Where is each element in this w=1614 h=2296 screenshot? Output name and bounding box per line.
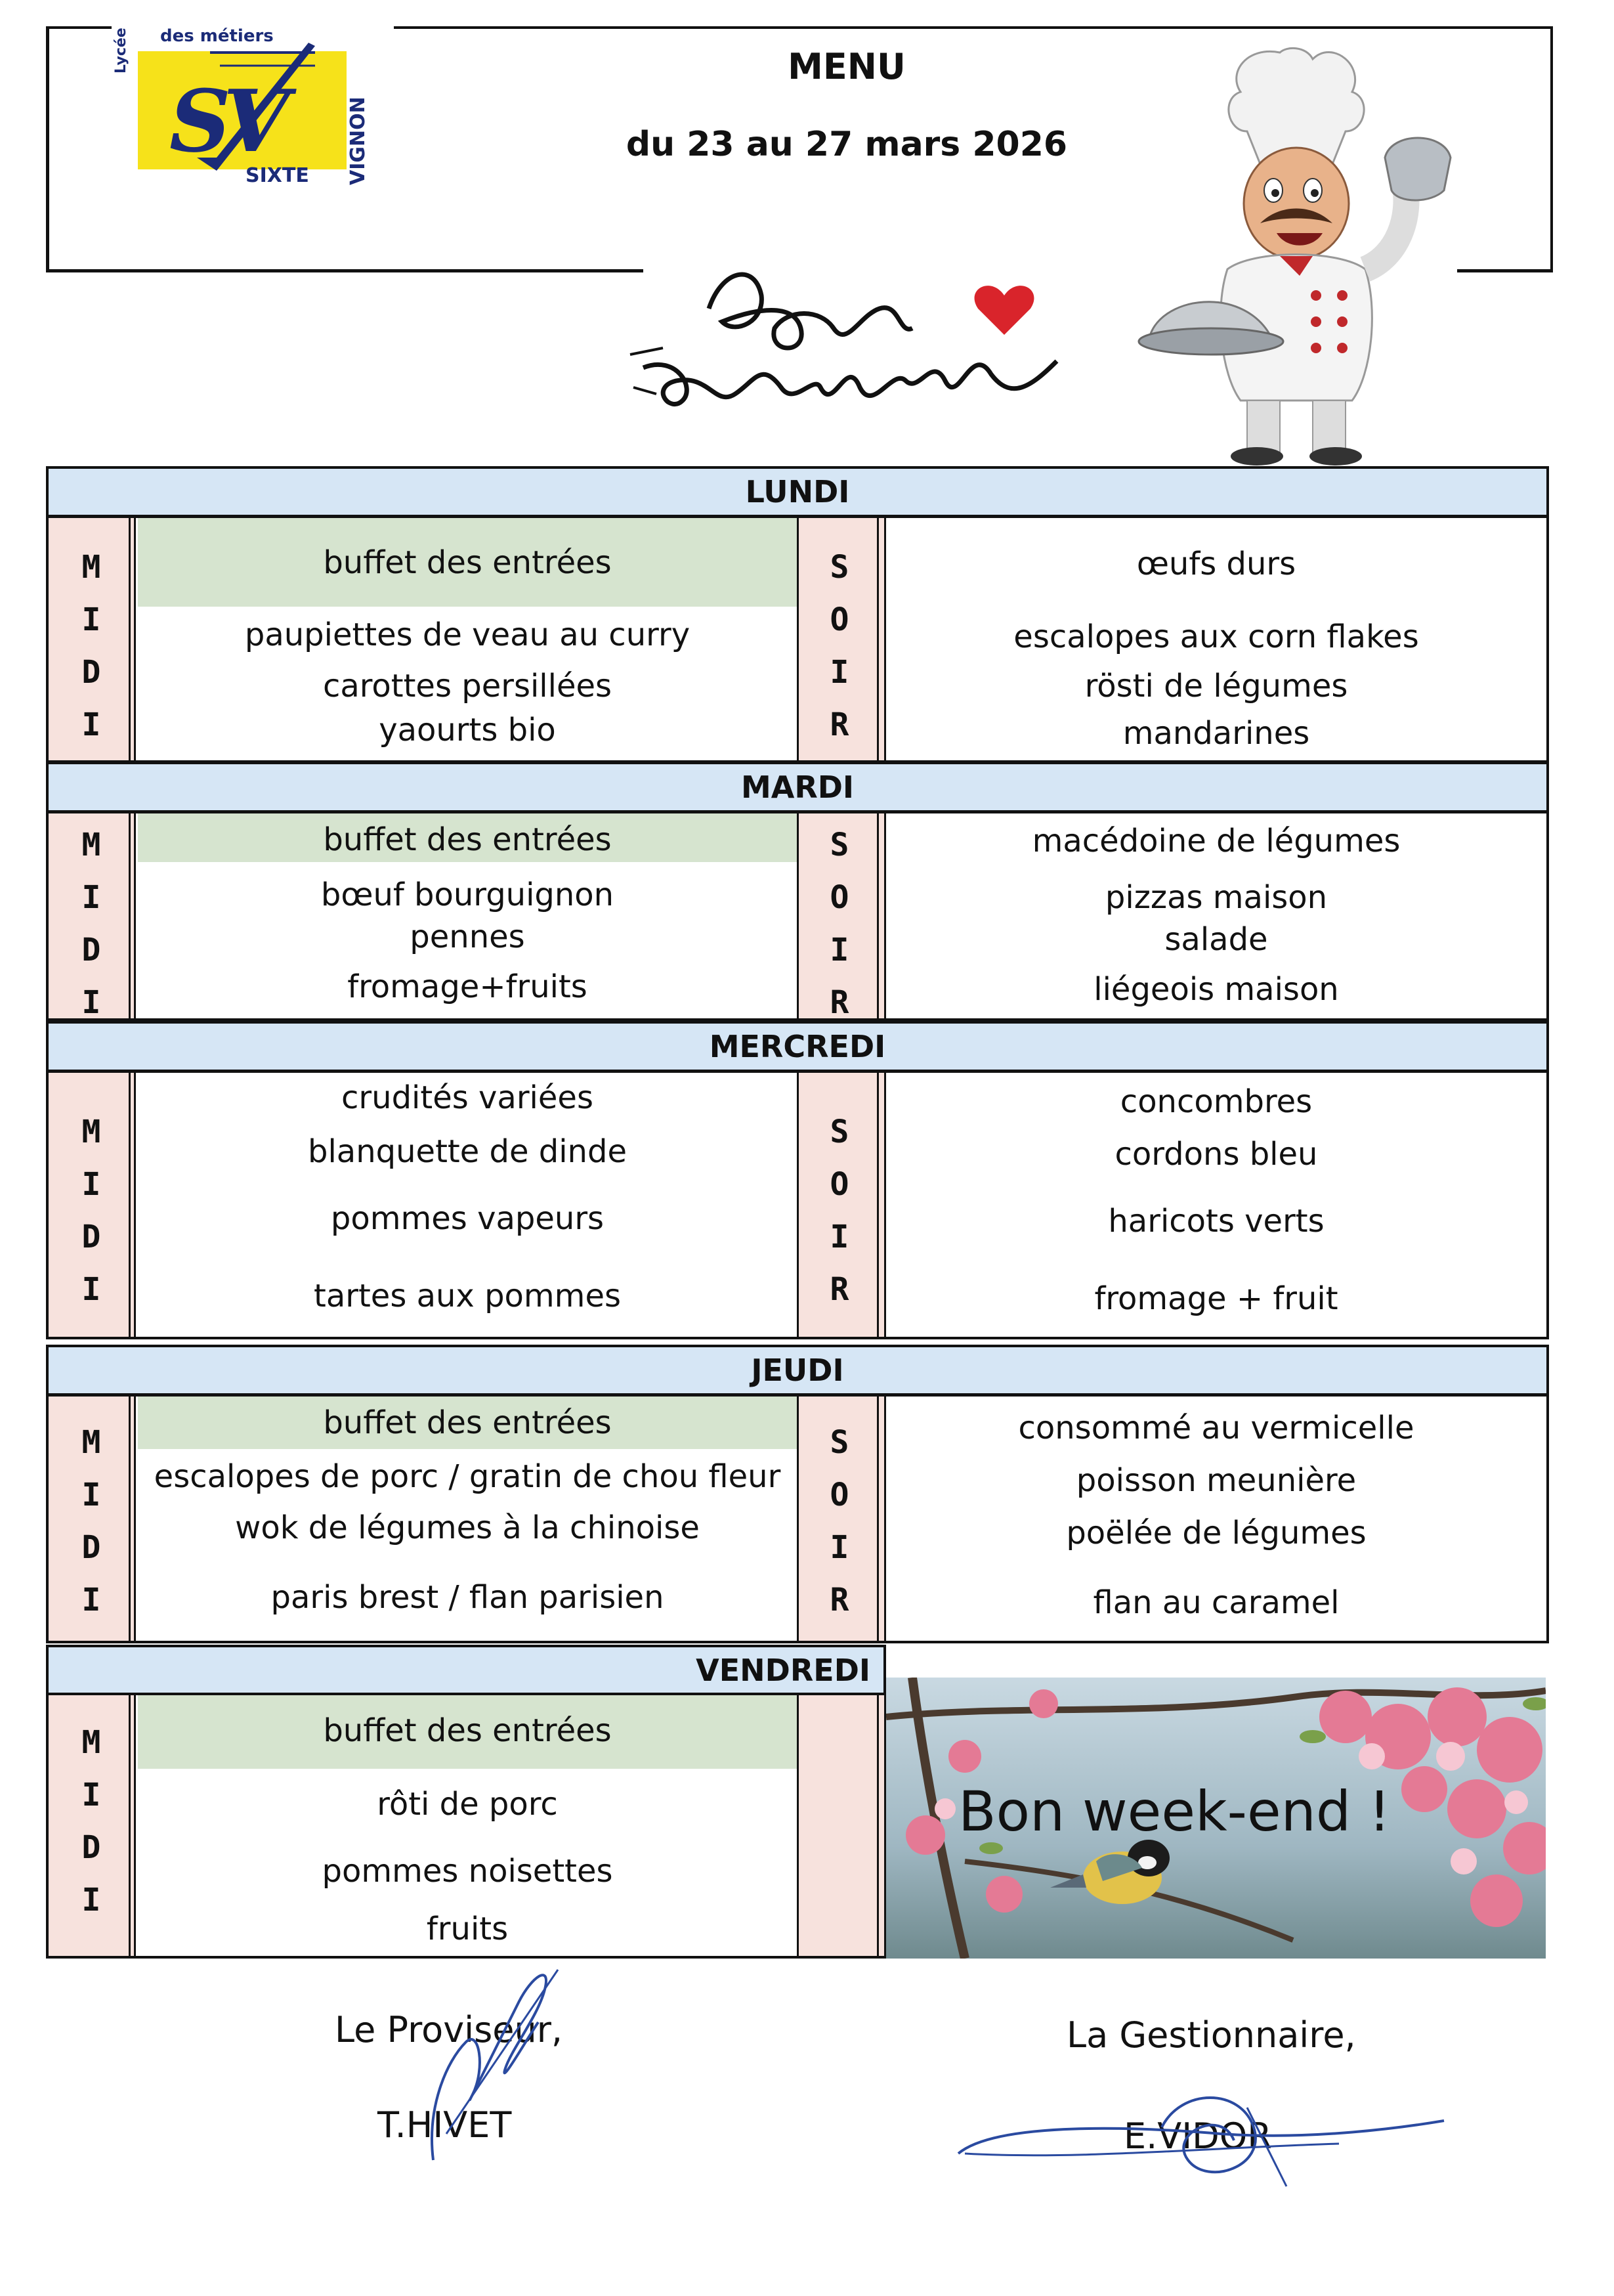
mercredi-midi-item: crudités variées	[341, 1079, 593, 1116]
logo-sixte-text: SIXTE	[245, 164, 309, 187]
midi-letters: M I D I	[81, 1424, 101, 1618]
day-row-vendredi	[46, 1693, 893, 1959]
gestionnaire-signature	[945, 2081, 1457, 2193]
mardi-soir-item: pizzas maison	[1105, 879, 1328, 916]
proviseur-label: Le Proviseur,	[335, 2009, 563, 2050]
gestionnaire-name: E.VIDOR	[1124, 2115, 1272, 2157]
day-bar-jeudi: JEUDI	[46, 1345, 1549, 1396]
vendredi-midi-item: fruits	[426, 1911, 509, 1947]
jeudi-soir-item: consommé au vermicelle	[1018, 1410, 1414, 1446]
logo-metiers-text: des métiers	[160, 26, 274, 46]
lundi-midi-item: paupiettes de veau au curry	[244, 617, 690, 653]
jeudi-midi-item: wok de légumes à la chinoise	[235, 1509, 700, 1546]
mardi-soir-item: salade	[1164, 921, 1268, 958]
menu-dates: du 23 au 27 mars 2026	[626, 125, 1068, 164]
soir-letters: S O I R	[830, 1114, 849, 1308]
logo-sv-text: SV	[169, 71, 282, 171]
proviseur-signature	[407, 1963, 578, 2167]
midi-letters: M I D I	[81, 827, 101, 1021]
soir-letters: S O I R	[830, 549, 849, 743]
vendredi-midi-item: pommes noisettes	[322, 1853, 613, 1890]
vendredi-midi-item: rôti de porc	[377, 1786, 558, 1823]
header-rule-left	[46, 269, 643, 272]
mercredi-soir-item: concombres	[1120, 1083, 1313, 1120]
day-row-lundi	[46, 515, 1549, 763]
mardi-soir-item: macédoine de légumes	[1032, 823, 1401, 859]
weekend-message: Bon week-end !	[958, 1779, 1391, 1844]
jeudi-soir-item: flan au caramel	[1093, 1584, 1340, 1621]
gestionnaire-label: La Gestionnaire,	[1067, 2014, 1356, 2056]
jeudi-midi-item: escalopes de porc / gratin de chou fleur	[154, 1458, 781, 1495]
vendredi-midi-item: buffet des entrées	[323, 1712, 612, 1749]
day-bar-vendredi: VENDREDI	[46, 1645, 886, 1696]
lundi-midi-item: buffet des entrées	[323, 544, 612, 581]
day-bar-mercredi: MERCREDI	[46, 1021, 1549, 1072]
midi-letters: M I D I	[81, 549, 101, 743]
mercredi-soir-item: haricots verts	[1108, 1203, 1325, 1240]
jeudi-soir-item: poisson meunière	[1076, 1462, 1357, 1499]
day-row-jeudi	[46, 1394, 1549, 1643]
proviseur-name: T.HIVET	[377, 2104, 512, 2146]
bon-appetit-illustration	[624, 256, 1076, 440]
day-row-mardi	[46, 811, 1549, 1021]
soir-letters: S O I R	[830, 827, 849, 1021]
empty-soir-column	[797, 1695, 886, 1956]
jeudi-midi-item: buffet des entrées	[323, 1404, 612, 1441]
mardi-midi-item: fromage+fruits	[347, 968, 587, 1005]
mercredi-midi-item: tartes aux pommes	[314, 1278, 621, 1314]
mardi-midi-item: bœuf bourguignon	[320, 877, 614, 913]
day-bar-lundi: LUNDI	[46, 466, 1549, 517]
mercredi-midi-item: blanquette de dinde	[308, 1133, 627, 1170]
lundi-soir-item: rösti de légumes	[1084, 668, 1348, 704]
mardi-soir-item: liégeois maison	[1094, 971, 1339, 1008]
midi-letters: M I D I	[81, 1724, 101, 1918]
logo-vignon-text: VIGNON	[347, 97, 370, 185]
day-row-mercredi	[46, 1070, 1549, 1339]
mardi-midi-item: buffet des entrées	[323, 821, 612, 858]
soir-letters: S O I R	[830, 1424, 849, 1618]
midi-letters: M I D I	[81, 1114, 101, 1308]
lundi-soir-item: mandarines	[1122, 715, 1310, 752]
lundi-midi-item: yaourts bio	[379, 712, 556, 748]
day-bar-mardi: MARDI	[46, 762, 1549, 813]
logo-lycee-text: Lycée	[113, 28, 129, 74]
lundi-soir-item: escalopes aux corn flakes	[1013, 618, 1419, 655]
mardi-midi-item: pennes	[410, 919, 525, 955]
jeudi-midi-item: paris brest / flan parisien	[270, 1579, 664, 1616]
lundi-midi-item: carottes persillées	[322, 668, 612, 704]
lundi-soir-item: œufs durs	[1136, 546, 1296, 582]
mercredi-soir-item: cordons bleu	[1115, 1136, 1318, 1173]
mercredi-soir-item: fromage + fruit	[1094, 1280, 1338, 1317]
mercredi-midi-item: pommes vapeurs	[330, 1200, 605, 1237]
menu-title: MENU	[788, 46, 906, 87]
jeudi-soir-item: poëlée de légumes	[1066, 1515, 1367, 1551]
chef-illustration	[1116, 33, 1497, 466]
